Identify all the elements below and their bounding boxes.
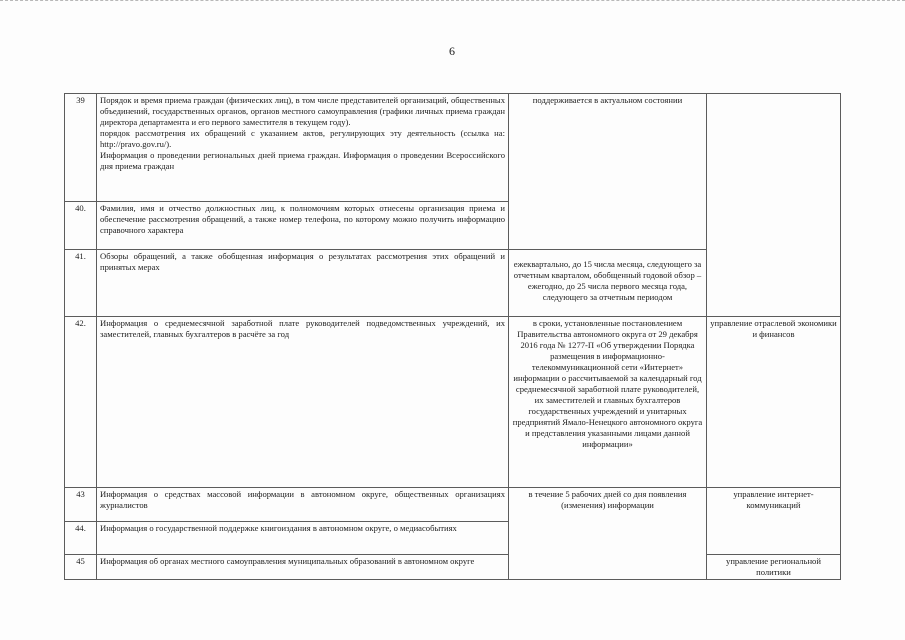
- term-cell: в сроки, установленные постановлением Правительства автономного округа от 29 декабря 2016 года № 1277-П «Об утверждении Порядка размещения в информационно-телекоммуникационной сети «Интернет» информации о рассчитываемой за календарный год среднемесячной заработной плате руководителей, их заместителей и главных бухгалтеров государственных учреждений и унитарных предприятий Ямало-Ненецкого автономного округа и представления указанными лицами данной информации»: [509, 317, 707, 488]
- responsible-cell: [707, 94, 841, 317]
- info-text: Информация о проведении региональных дней приема граждан. Информация о проведении Всероссийского дня приема граждан: [100, 150, 505, 171]
- info-text: Фамилия, имя и отчество должностных лиц, к полномочиям которых отнесены организация приема и обеспечение рассмотрения обращений, а также номер телефона, по которому можно получить информацию справочного характера: [100, 203, 505, 235]
- row-number: 40.: [65, 202, 97, 250]
- scan-top-edge: [0, 0, 905, 11]
- row-number: 43: [65, 488, 97, 522]
- info-cell: [97, 250, 509, 317]
- info-text: Информация о государственной поддержке книгоиздания в автономном округе, о медиасобытиях: [100, 523, 457, 533]
- info-text: порядок рассмотрения их обращений с указанием актов, регулирующих эту деятельность (ссылка на: http://pravo.gov.ru/).: [100, 128, 505, 149]
- info-cell: [97, 522, 509, 555]
- row-number: 41.: [65, 250, 97, 317]
- info-text: Информация о средствах массовой информации в автономном округе, общественных организациях журналистов: [100, 489, 505, 510]
- info-cell: [97, 202, 509, 250]
- term-cell: в течение 5 рабочих дней со дня появления (изменения) информации: [509, 488, 707, 580]
- table-row: [65, 94, 841, 202]
- info-cell: [97, 94, 509, 202]
- info-text: Информация об органах местного самоуправления муниципальных образований в автономном округе: [100, 556, 475, 566]
- term-cell: поддерживается в актуальном состоянии: [509, 94, 707, 250]
- row-number: 44.: [65, 522, 97, 555]
- info-text: Обзоры обращений, а также обобщенная информация о результатах рассмотрения этих обращений и принятых мерах: [100, 251, 505, 272]
- table-row: [65, 488, 841, 522]
- table-row: [65, 555, 841, 580]
- term-cell: [509, 250, 707, 317]
- page-number: 6: [449, 44, 455, 58]
- responsible-cell: управление отраслевой экономики и финансов: [707, 317, 841, 488]
- term-text: ежеквартально, до 15 числа месяца, следующего за отчетным кварталом, обобщенный годовой обзор – ежегодно, до 25 числа первого месяца года, следующего за отчетным периодом: [513, 259, 702, 302]
- row-number: 45: [65, 555, 97, 580]
- responsible-cell: управление интернет-коммуникаций: [707, 488, 841, 555]
- info-text: Информация о среднемесячной заработной плате руководителей подведомственных учреждений, их заместителей, главных бухгалтеров в расчёте за год: [100, 318, 505, 339]
- responsible-cell: управление региональной политики: [707, 555, 841, 580]
- row-number: 39: [65, 94, 97, 202]
- information-table: [64, 93, 841, 580]
- info-cell: [97, 555, 509, 580]
- row-number: 42.: [65, 317, 97, 488]
- info-cell: [97, 317, 509, 488]
- info-cell: [97, 488, 509, 522]
- info-text: Порядок и время приема граждан (физических лиц), в том числе представителей организаций, общественных объединений, государственных органов, органов местного самоуправления (графики личных приема граждан директора департамента и его первого заместителя в текущем году).: [100, 95, 505, 127]
- table-row: [65, 317, 841, 488]
